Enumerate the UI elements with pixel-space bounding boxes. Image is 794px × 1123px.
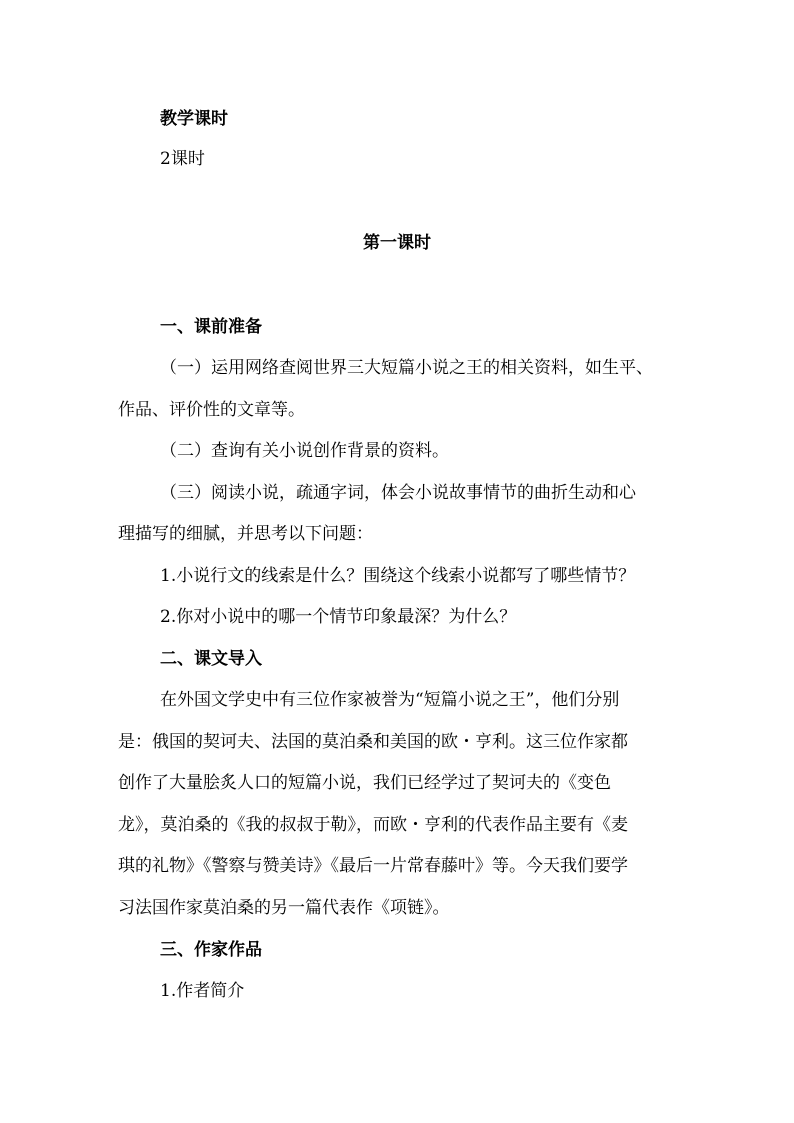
part3-heading: 三、作家作品 — [160, 940, 262, 960]
part2-paragraph-line3: 创作了大量脍炙人口的短篇小说，我们已经学过了契诃夫的《变色 — [118, 773, 611, 793]
part2-paragraph-line1: 在外国文学史中有三位作家被誉为“短篇小说之王”，他们分别 — [160, 690, 620, 710]
teaching-hours-value: 2课时 — [160, 149, 205, 169]
part2-paragraph-line2: 是：俄国的契诃夫、法国的莫泊桑和美国的欧・亨利。这三位作家都 — [118, 732, 628, 752]
teaching-hours-heading: 教学课时 — [160, 109, 228, 129]
part1-question1: 1.小说行文的线索是什么？围绕这个线索小说都写了哪些情节？ — [160, 566, 636, 586]
part3-item1: 1.作者简介 — [160, 981, 245, 1001]
part1-item3-line2: 理描写的细腻，并思考以下问题： — [118, 524, 373, 544]
part1-item1-line2: 作品、评价性的文章等。 — [118, 400, 305, 420]
part1-heading: 一、课前准备 — [160, 317, 262, 337]
lesson-title: 第一课时 — [363, 233, 431, 253]
part2-paragraph-line4: 龙》，莫泊桑的《我的叔叔于勒》，而欧・亨利的代表作品主要有《麦 — [118, 815, 628, 835]
part2-heading: 二、课文导入 — [160, 649, 262, 669]
part2-paragraph-line5: 琪的礼物》《警察与赞美诗》《最后一片常春藤叶》等。今天我们要学 — [118, 856, 628, 876]
part1-item2: （二）查询有关小说创作背景的资料。 — [160, 441, 449, 461]
part2-paragraph-line6: 习法国作家莫泊桑的另一篇代表作《项链》。 — [118, 898, 450, 918]
part1-question2: 2.你对小说中的哪一个情节印象最深？为什么？ — [160, 607, 517, 627]
part1-item3-line1: （三）阅读小说，疏通字词，体会小说故事情节的曲折生动和心 — [160, 483, 636, 503]
part1-item1-line1: （一）运用网络查阅世界三大短篇小说之王的相关资料，如生平、 — [160, 358, 653, 378]
